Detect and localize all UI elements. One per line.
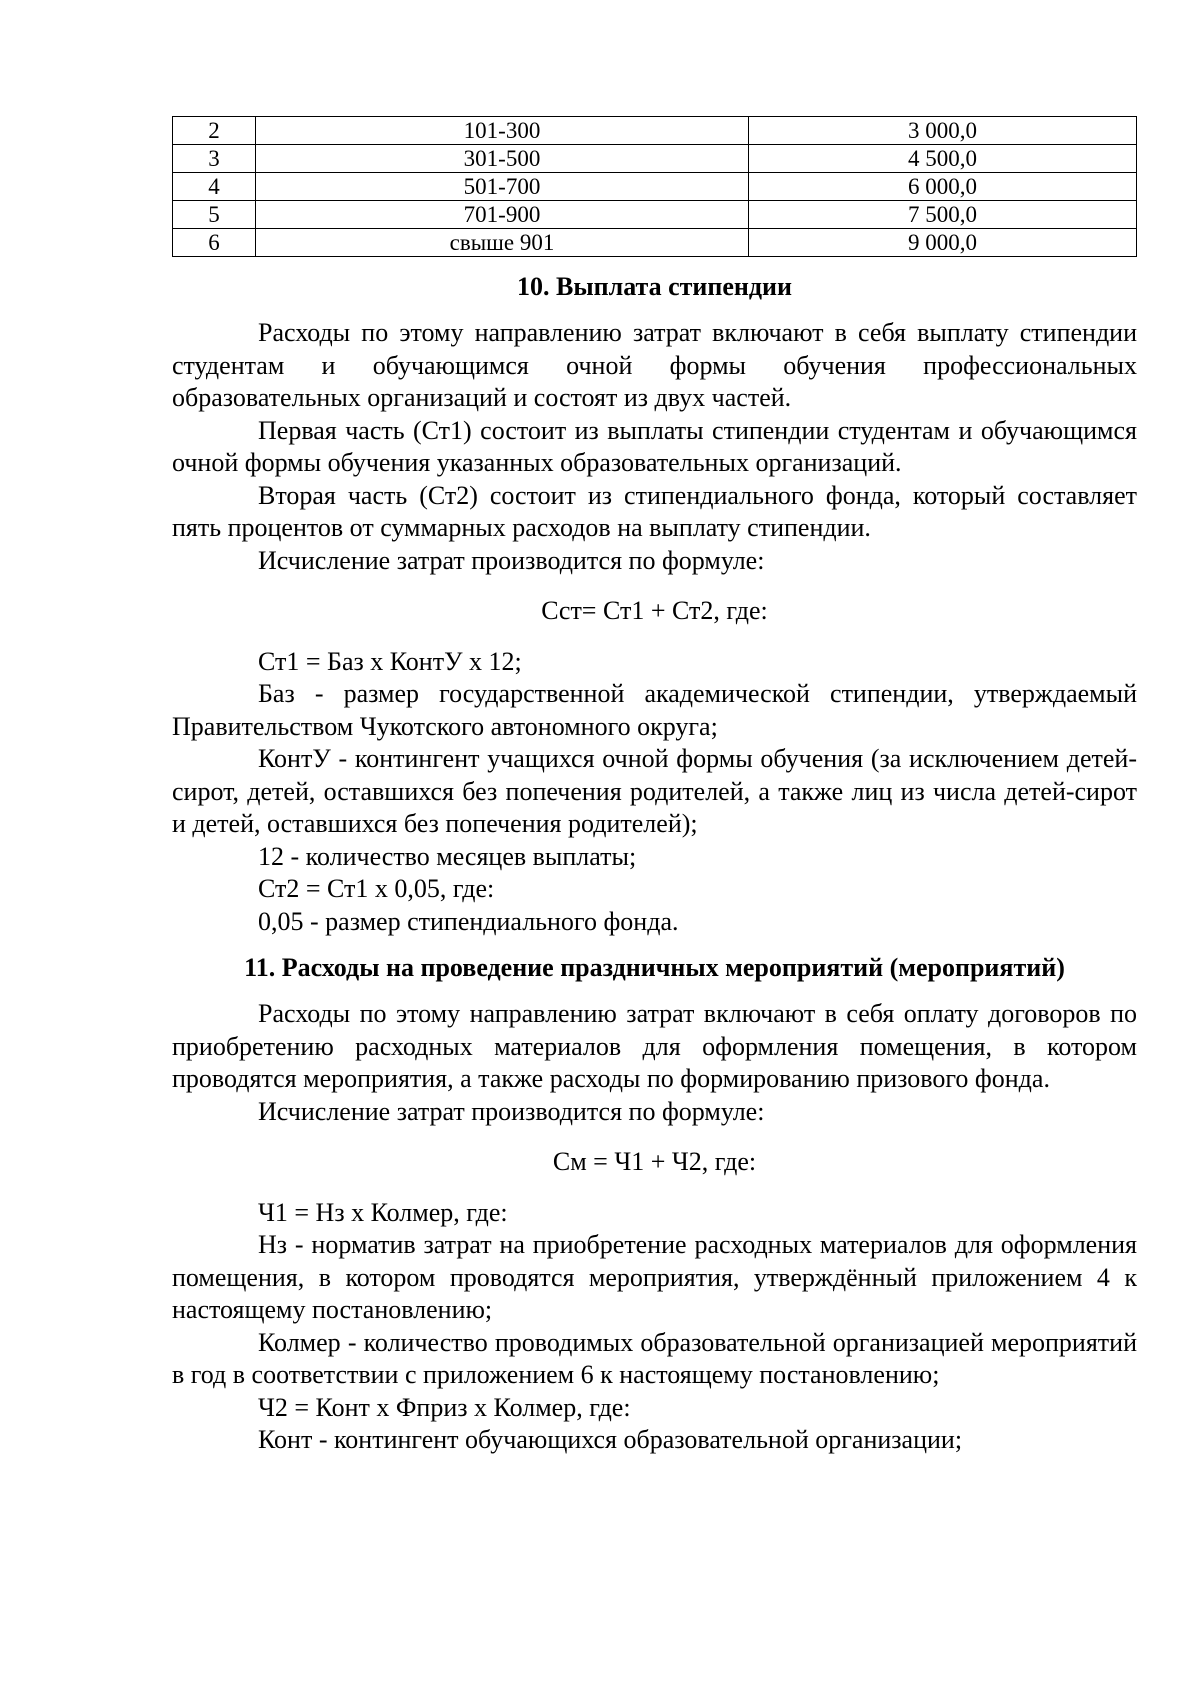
table-row — [173, 145, 1137, 173]
section-10-definition: КонтУ - контингент учащихся очной формы обучения (за исключением детей-сирот, детей, оставшихся без попечения родителей, а также лиц из числа детей-сирот и детей, оставшихся без попечения родителей); — [172, 744, 1137, 838]
section-11-paragraph: Исчисление затрат производится по формуле: — [258, 1096, 765, 1126]
table-cell-range: 501-700 — [256, 173, 749, 201]
section-10-paragraph: Вторая часть (Ст2) состоит из стипендиального фонда, который составляет пять процентов от суммарных расходов на выплату стипендии. — [172, 480, 1137, 542]
section-10-paragraph: Первая часть (Ст1) состоит из выплаты стипендии студентам и обучающимся очной формы обучения указанных образовательных организаций. — [172, 415, 1137, 477]
section-11-title: 11. Расходы на проведение праздничных мероприятий (мероприятий) — [244, 953, 1065, 982]
table-cell-range: 701-900 — [256, 201, 749, 229]
section-10-formula-line: Ст2 = Ст1 х 0,05, где: — [258, 874, 495, 903]
section-10-formula: Сст= Ст1 + Ст2, где: — [541, 596, 768, 625]
section-11-definition: Конт - контингент обучающихся образовательной организации; — [258, 1425, 963, 1454]
section-10-paragraph: Расходы по этому направлению затрат включают в себя выплату стипендии студентам и обучающимся очной формы обучения профессиональных образовательных организаций и состоят из двух частей. — [172, 318, 1137, 412]
table-cell-number: 2 — [173, 117, 256, 145]
table-cell-number: 5 — [173, 201, 256, 229]
section-10-paragraph: Исчисление затрат производится по формуле: — [258, 545, 765, 575]
section-10-definition: 12 - количество месяцев выплаты; — [258, 841, 637, 871]
table-row — [173, 117, 1137, 145]
table-cell-range: 101-300 — [256, 117, 749, 145]
table-cell-amount: 9 000,0 — [749, 229, 1137, 257]
section-10-definition: Баз - размер государственной академической стипендии, утверждаемый Правительством Чукотского автономного округа; — [172, 679, 1137, 741]
table-cell-number: 4 — [173, 173, 256, 201]
table-row — [173, 201, 1137, 229]
section-10-title: 10. Выплата стипендии — [516, 272, 793, 301]
table-cell-range: свыше 901 — [256, 229, 749, 257]
document-content — [172, 116, 1137, 1457]
section-11-formula: См = Ч1 + Ч2, где: — [552, 1147, 757, 1176]
section-10-definition: 0,05 - размер стипендиального фонда. — [258, 906, 679, 936]
table-cell-number: 6 — [173, 229, 256, 257]
table-cell-amount: 7 500,0 — [749, 201, 1137, 229]
rates-table — [172, 116, 1137, 257]
section-10-formula-line: Ст1 = Баз х КонтУ х 12; — [258, 646, 522, 676]
table-cell-number: 3 — [173, 145, 256, 173]
table-cell-amount: 4 500,0 — [749, 145, 1137, 173]
section-11-formula-line: Ч2 = Конт х Фприз х Колмер, где: — [258, 1392, 631, 1422]
section-11-definition: Колмер - количество проводимых образовательной организацией мероприятий в год в соответствии с приложением 6 к настоящему постановлению; — [172, 1327, 1137, 1389]
section-11-definition: Нз - норматив затрат на приобретение расходных материалов для оформления помещения, в котором проводятся мероприятия, утверждённый приложением 4 к настоящему постановлению; — [172, 1230, 1137, 1324]
section-11-paragraph: Расходы по этому направлению затрат включают в себя оплату договоров по приобретению расходных материалов для оформления помещения, в котором проводятся мероприятия, а также расходы по формированию призового фонда. — [172, 999, 1137, 1093]
table-cell-amount: 3 000,0 — [749, 117, 1137, 145]
table-cell-amount: 6 000,0 — [749, 173, 1137, 201]
table-cell-range: 301-500 — [256, 145, 749, 173]
table-row — [173, 173, 1137, 201]
section-11-formula-line: Ч1 = Нз х Колмер, где: — [258, 1197, 508, 1227]
table-row — [173, 229, 1137, 257]
